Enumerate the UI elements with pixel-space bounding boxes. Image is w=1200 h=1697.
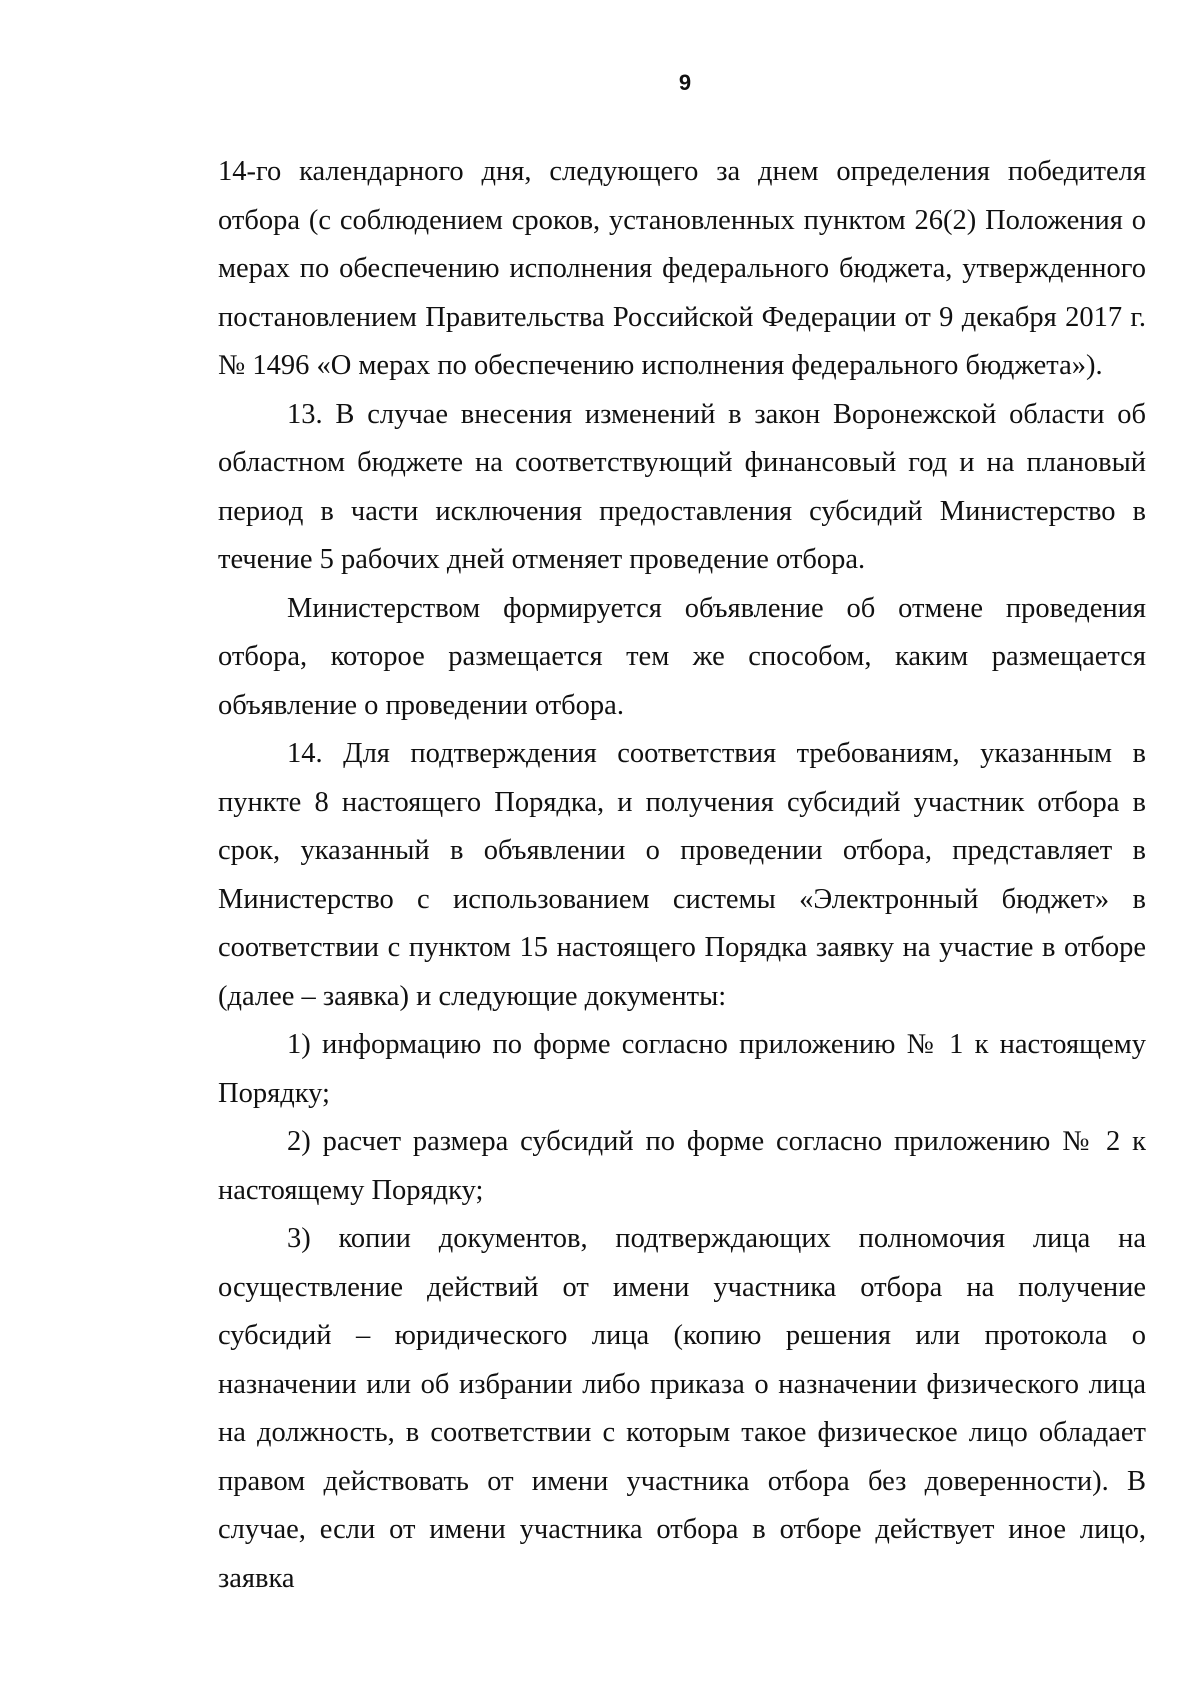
- list-item-1: 1) информацию по форме согласно приложению № 1 к настоящему Порядку;: [218, 1029, 1146, 1109]
- document-body: [218, 148, 1146, 1603]
- paragraph-item-14: 14. Для подтверждения соответствия требованиям, указанным в пункте 8 настоящего Порядка, и получения субсидий участник отбора в срок, указанный в объявлении о проведении отбора, представляет в Министерство с использованием системы «Электронный бюджет» в соответствии с пунктом 15 настоящего Порядка заявку на участие в отборе (далее – заявка) и следующие документы:: [218, 738, 1146, 1012]
- paragraph-continuation: 14-го календарного дня, следующего за днем определения победителя отбора (с соблюдением сроков, установленных пунктом 26(2) Положения о мерах по обеспечению исполнения федерального бюджета, утвержденного постановлением Правительства Российской Федерации от 9 декабря 2017 г. № 1496 «О мерах по обеспечению исполнения федерального бюджета»).: [218, 156, 1146, 381]
- list-item-3: 3) копии документов, подтверждающих полномочия лица на осуществление действий от имени участника отбора на получение субсидий – юридического лица (копию решения или протокола о назначении или об избрании либо приказа о назначении физического лица на должность, в соответствии с которым такое физическое лицо обладает правом действовать от имени участника отбора без доверенности). В случае, если от имени участника отбора в отборе действует иное лицо, заявка: [218, 1223, 1146, 1594]
- page-number: 9: [678, 70, 692, 95]
- list-item-2: 2) расчет размера субсидий по форме согласно приложению № 2 к настоящему Порядку;: [218, 1126, 1146, 1206]
- paragraph-cancellation-notice: Министерством формируется объявление об отмене проведения отбора, которое размещается тем же способом, каким размещается объявление о проведении отбора.: [218, 592, 1146, 721]
- paragraph-item-13: 13. В случае внесения изменений в закон Воронежской области об областном бюджете на соответствующий финансовый год и на плановый период в части исключения предоставления субсидий Министерство в течение 5 рабочих дней отменяет проведение отбора.: [218, 398, 1146, 575]
